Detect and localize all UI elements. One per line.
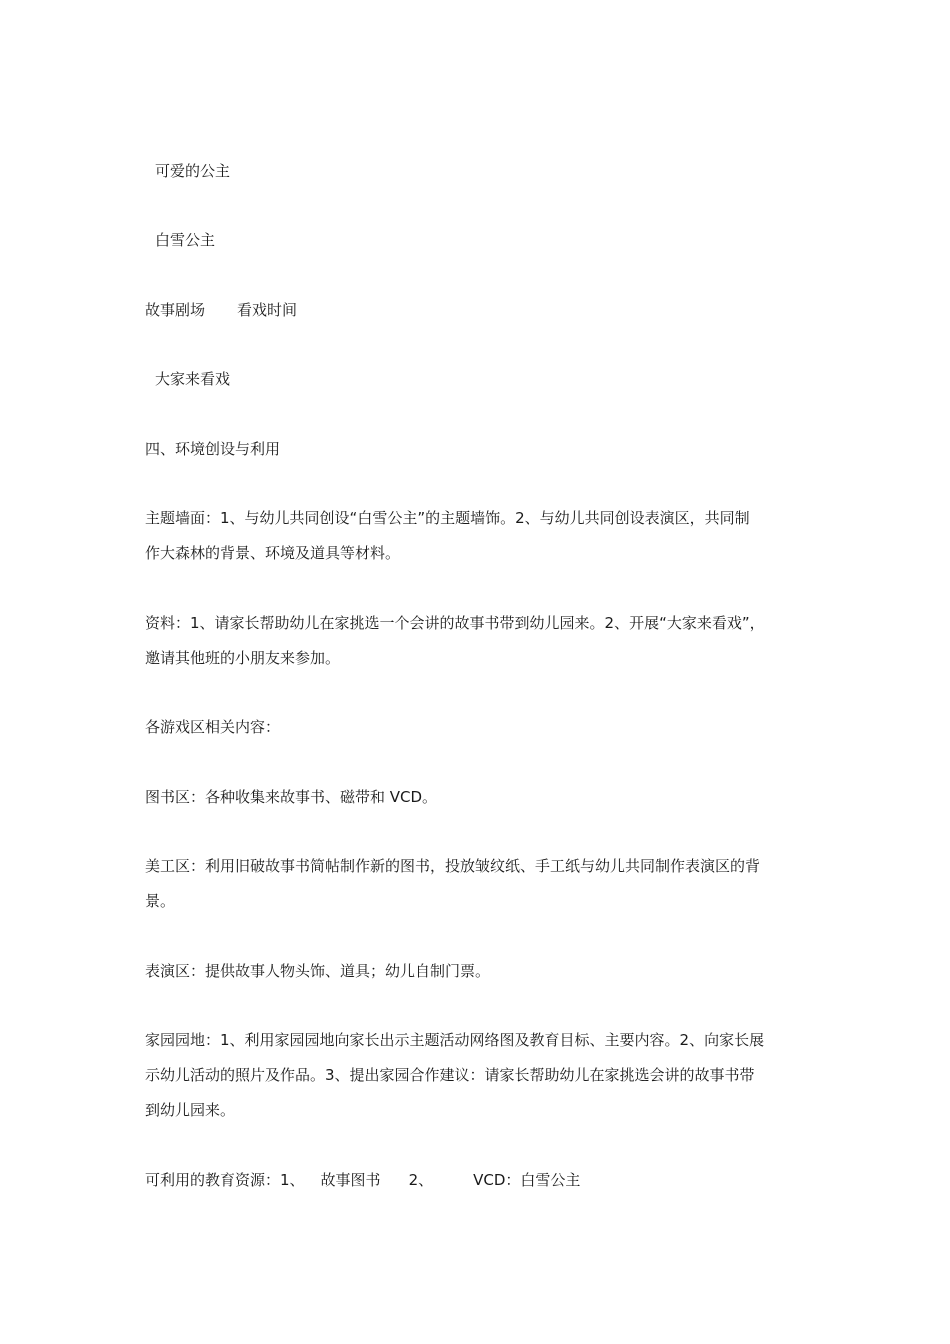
paragraph-line: 示幼儿活动的照片及作品。3、提出家园合作建议：请家长帮助幼儿在家挑选会讲的故事书带 <box>145 1066 755 1084</box>
paragraph-art-area <box>145 849 815 919</box>
text-performance-area: 表演区：提供故事人物头饰、道具；幼儿自制门票。 <box>145 962 491 980</box>
text-resources-num2: 2、 <box>408 1171 434 1189</box>
paragraph-line: 邀请其他班的小朋友来参加。 <box>145 649 341 667</box>
paragraph-line: 主题墙面：1、与幼儿共同创设“白雪公主”的主题墙饰。2、与幼儿共同创设表演区，共同制 <box>145 509 750 527</box>
text-resources-label: 可利用的教育资源：1、 <box>145 1171 305 1189</box>
paragraph-line: 美工区：利用旧破故事书简帖制作新的图书，投放皱纹纸、手工纸与幼儿共同制作表演区的背 <box>145 857 761 875</box>
text-come-watch: 大家来看戏 <box>155 370 231 388</box>
paragraph-materials <box>145 606 815 676</box>
theater-row <box>145 293 815 328</box>
text-lovely-princess: 可爱的公主 <box>155 162 231 180</box>
paragraph-line: 到幼儿园来。 <box>145 1101 236 1119</box>
text-snow-white: 白雪公主 <box>155 231 216 249</box>
text-story-theater: 故事剧场 <box>145 301 206 319</box>
paragraph-theme-wall <box>145 501 815 571</box>
text-resources-item1: 故事图书 <box>320 1171 381 1189</box>
paragraph-home-garden <box>145 1023 815 1128</box>
section-heading: 四、环境创设与利用 <box>145 440 281 458</box>
resources-row <box>145 1163 815 1198</box>
text-play-areas: 各游戏区相关内容： <box>145 718 281 736</box>
paragraph-line: 景。 <box>145 892 176 910</box>
paragraph-line: 资料：1、请家长帮助幼儿在家挑选一个会讲的故事书带到幼儿园来。2、开展“大家来看戏”， <box>145 614 765 632</box>
paragraph-line: 家园园地：1、利用家园园地向家长出示主题活动网络图及教育目标、主要内容。2、向家长展 <box>145 1031 765 1049</box>
text-watch-time: 看戏时间 <box>237 301 298 319</box>
text-library-area: 图书区：各种收集来故事书、磁带和 VCD。 <box>145 788 438 806</box>
text-resources-item2: VCD：白雪公主 <box>473 1171 581 1189</box>
paragraph-line: 作大森林的背景、环境及道具等材料。 <box>145 544 401 562</box>
